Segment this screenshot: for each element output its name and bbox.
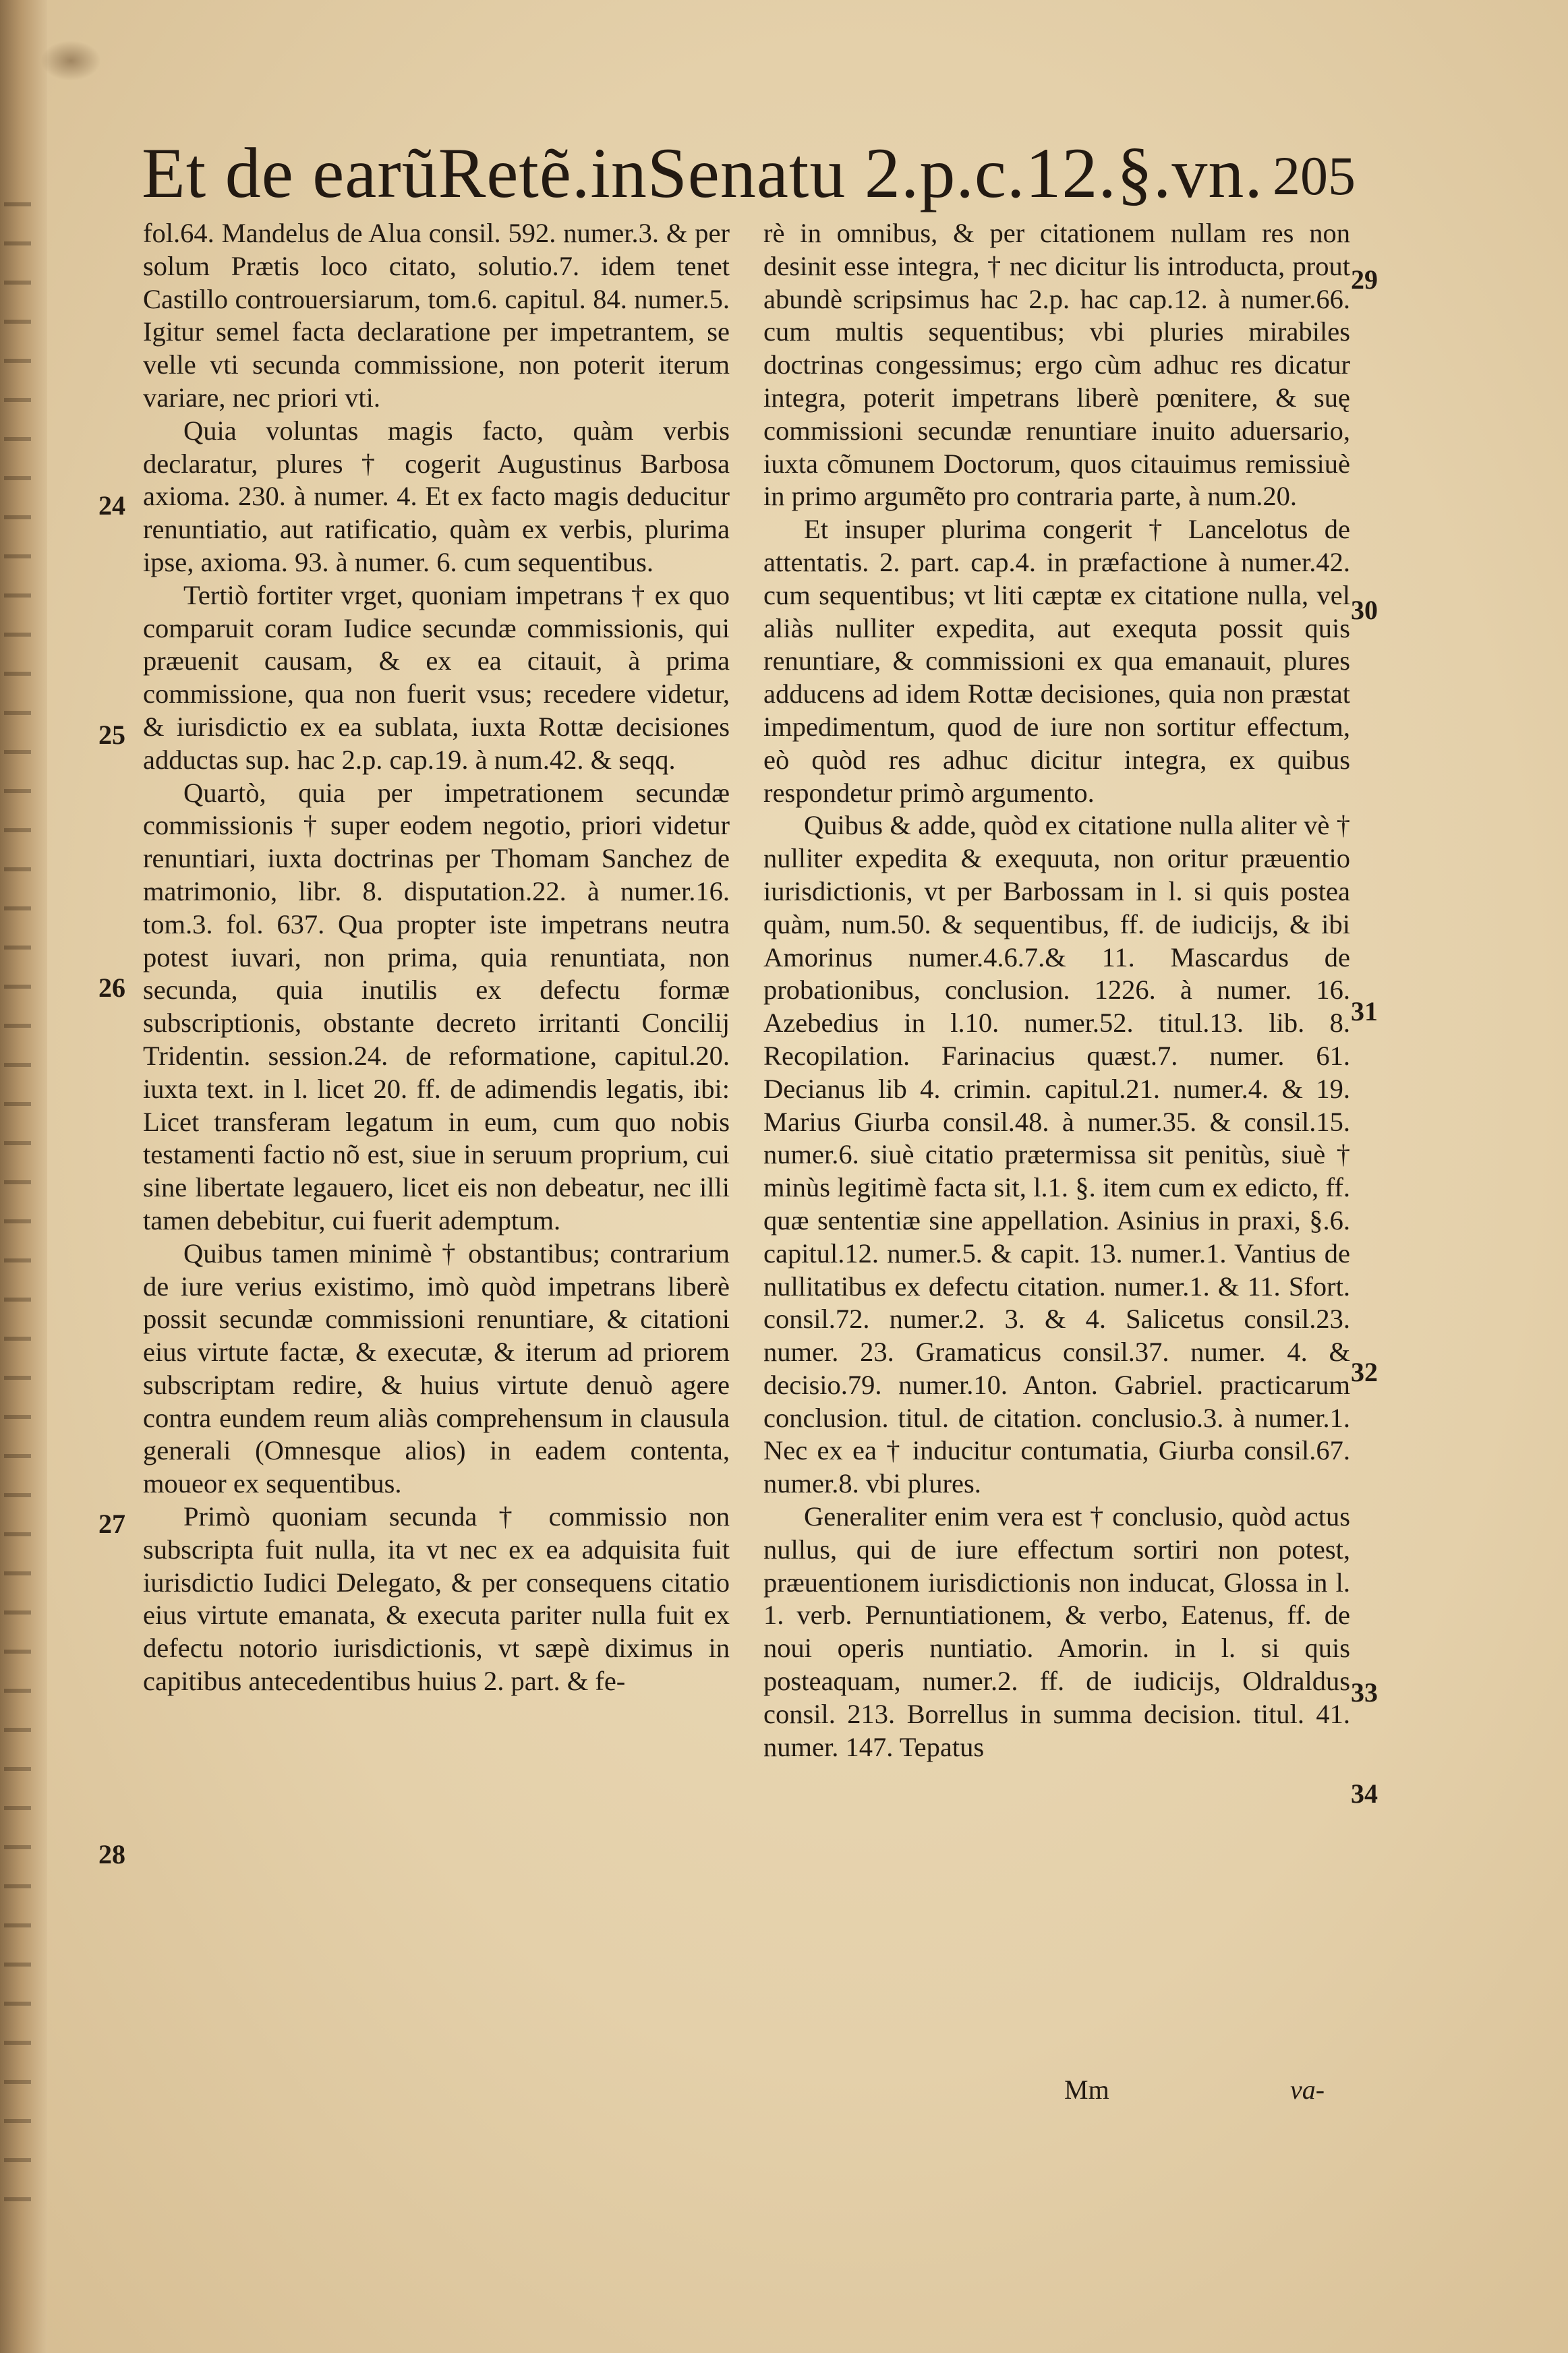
paragraph: Quibus tamen minimè † obstantibus; contrarium de iure verius existimo, imò quòd impetrans liberè possit secundæ commissioni renuntiare, & citationi eius virtute factæ, & executæ, & iterum ad priorem subscriptam redire, & huius virtute denuò agere contra eundem reum aliàs comprehensum in clausula generali (Omnesque alios) in eadem contenta, moueor ex sequentibus.	[143, 1238, 730, 1499]
paragraph: Generaliter enim vera est † conclusio, quòd actus nullus, qui de iure effectum sortiri non potest, præuentionem iurisdictionis non inducat, Glossa in l. 1. verb. Pernuntiationem, & verbo, Eatenus, ff. de noui operis nuntiatio. Amorin. in l. si quis posteaquam, numer.2. ff. de iudicijs, Oldraldus consil. 213. Borrellus in summa decision. titul. 41. numer. 147. Tepatus	[763, 1501, 1350, 1762]
page-number: 205	[1273, 145, 1356, 206]
paragraph: Quia voluntas magis facto, quàm verbis declaratur, plures † cogerit Augustinus Barbosa axioma. 230. à numer. 4. Et ex facto magis deducitur renuntiatio, aut ratificatio, quàm ex verbis, plurima ipse, axioma. 93. à numer. 6. cum sequentibus.	[143, 415, 730, 577]
margin-number: 26	[98, 972, 125, 1003]
running-title: Et de earũRetẽ.inSenatu 2.p.c.12.§.vn.	[142, 134, 1263, 212]
paragraph: Et insuper plurima congerit † Lancelotus de attentatis. 2. part. cap.4. in præfactione à numer.42. cum sequentibus; vt liti cæptæ ex citatione nulla, vel aliàs nulliter expedita, aut exequta possit quis renuntiare, & commissioni ex qua emanauit, plures adducens ad idem Rottæ decisiones, quia non præstat impedimentum, quod de iure non sortitur effectum, eò quòd res adhuc dicitur integra, ex quibus respondetur primò argumento.	[763, 514, 1350, 808]
margin-number: 29	[1351, 264, 1378, 295]
paragraph: Quibus & adde, quòd ex citatione nulla aliter vè † nulliter expedita & exequuta, non oritur præuentio iurisdictionis, vt per Barbossam in l. si quis postea quàm, num.50. & sequentibus, ff. de iudicijs, & ibi Amorinus numer.4.6.7.& 11. Mascardus de probationibus, conclusion. 1226. à numer. 16. Azebedius in l.10. numer.52. titul.13. lib. 8. Recopilation. Farinacius quæst.7. numer. 61. Decianus lib 4. crimin. capitul.21. numer.4. & 19. Marius Giurba consil.48. à numer.35. & consil.15. numer.6. siuè citatio prætermissa sit penitùs, siuè † minùs legitimè facta sit, l.1. §. item cum ex edicto, ff. quæ sententiæ sine appellation. Asinius in praxi, §.6. capitul.12. numer.5. & capit. 13. numer.1. Vantius de nullitatibus ex defectu citation. numer.1. & 11. Sfort. consil.72. numer.2. 3. & 4. Salicetus consil.23. numer. 23. Gramaticus consil.37. numer. 4. & decisio.79. numer.10. Anton. Gabriel. practicarum conclusion. titul. de citation. conclusio.3. à numer.1. Nec ex ea † inducitur contumatia, Giurba consil.67. numer.8. vbi plures.	[763, 810, 1350, 1499]
margin-number: 34	[1351, 1778, 1378, 1809]
margin-number: 31	[1351, 996, 1378, 1026]
paragraph: Quartò, quia per impetrationem secundæ commissionis † super eodem negotio, priori videtur renuntiari, iuxta doctrinas per Thomam Sanchez de matrimonio, libr. 8. disputation.22. à numer.16. tom.3. fol. 637. Qua propter iste impetrans neutra potest iuvari, non prima, quia renuntiata, non secunda, quia inutilis ex defectu formæ subscriptionis, obstante decreto irritanti Concilij Tridentin. session.24. de reformatione, capitul.20. iuxta text. in l. licet 20. ff. de adimendis legatis, ibi: Licet transferam legatum in eum, cum quo nobis testamenti factio nõ est, siue in seruum proprium, cui sine libertate legauero, licet eis non debeatur, nec illi tamen debebitur, cui fuerit ademptum.	[143, 777, 730, 1236]
binding-gutter	[0, 0, 47, 2353]
paragraph: rè in omnibus, & per citationem nullam res non desinit esse integra, † nec dicitur lis introducta, prout abundè scripsimus hac 2.p. hac cap.12. à numer.66. cum multis sequentibus; vbi pluries mirabiles doctrinas congessimus; ergo cùm adhuc res dicatur integra, poterit impetrans liberè pœnitere, & suę commissioni secundæ renuntiare inuito aduersario, iuxta cõmunem Doctorum, quos citauimus remissiuè in primo argumẽto pro contraria parte, à num.20.	[763, 218, 1350, 512]
margin-number: 33	[1351, 1677, 1378, 1708]
margin-number: 32	[1351, 1357, 1378, 1387]
paragraph: fol.64. Mandelus de Alua consil. 592. numer.3. & per solum Prætis loco citato, solutio.7. idem tenet Castillo controuersiarum, tom.6. capitul. 84. numer.5. Igitur semel facta declaratione per impetrantem, se velle vti secunda commissione, non poterit iterum variare, nec priori vti.	[143, 218, 730, 413]
paragraph: Tertiò fortiter vrget, quoniam impetrans † ex quo comparuit coram Iudice secundæ commissionis, qui præuenit causam, & ex ea citauit, à prima commissione, qua non fuerit vsus; recedere videtur, & iurisdictio ex ea sublata, iuxta Rottæ decisiones adductas sup. hac 2.p. cap.19. à num.42. & seqq.	[143, 579, 730, 775]
margin-number: 25	[98, 720, 125, 750]
catchword: va-	[1290, 2074, 1325, 2105]
page-header	[142, 121, 1356, 212]
margin-number: 24	[98, 490, 125, 521]
right-column	[763, 217, 1350, 1764]
margin-number: 30	[1351, 595, 1378, 625]
left-column	[143, 217, 730, 1698]
gutter-bleed-marks	[4, 202, 31, 2226]
margin-number: 28	[98, 1839, 125, 1869]
corner-stain	[40, 40, 101, 81]
margin-number: 27	[98, 1509, 125, 1539]
signature-mark: Mm	[1064, 2074, 1109, 2105]
paragraph: Primò quoniam secunda † commissio non subscripta fuit nulla, ita vt nec ex ea adquisita fuit iurisdictio Iudici Delegato, & per consequens citatio eius virtute emanata, & executa pariter nulla fuit ex defectu notorio iurisdictionis, vt sæpè diximus in capitibus antecedentibus huius 2. part. & fe-	[143, 1501, 730, 1697]
